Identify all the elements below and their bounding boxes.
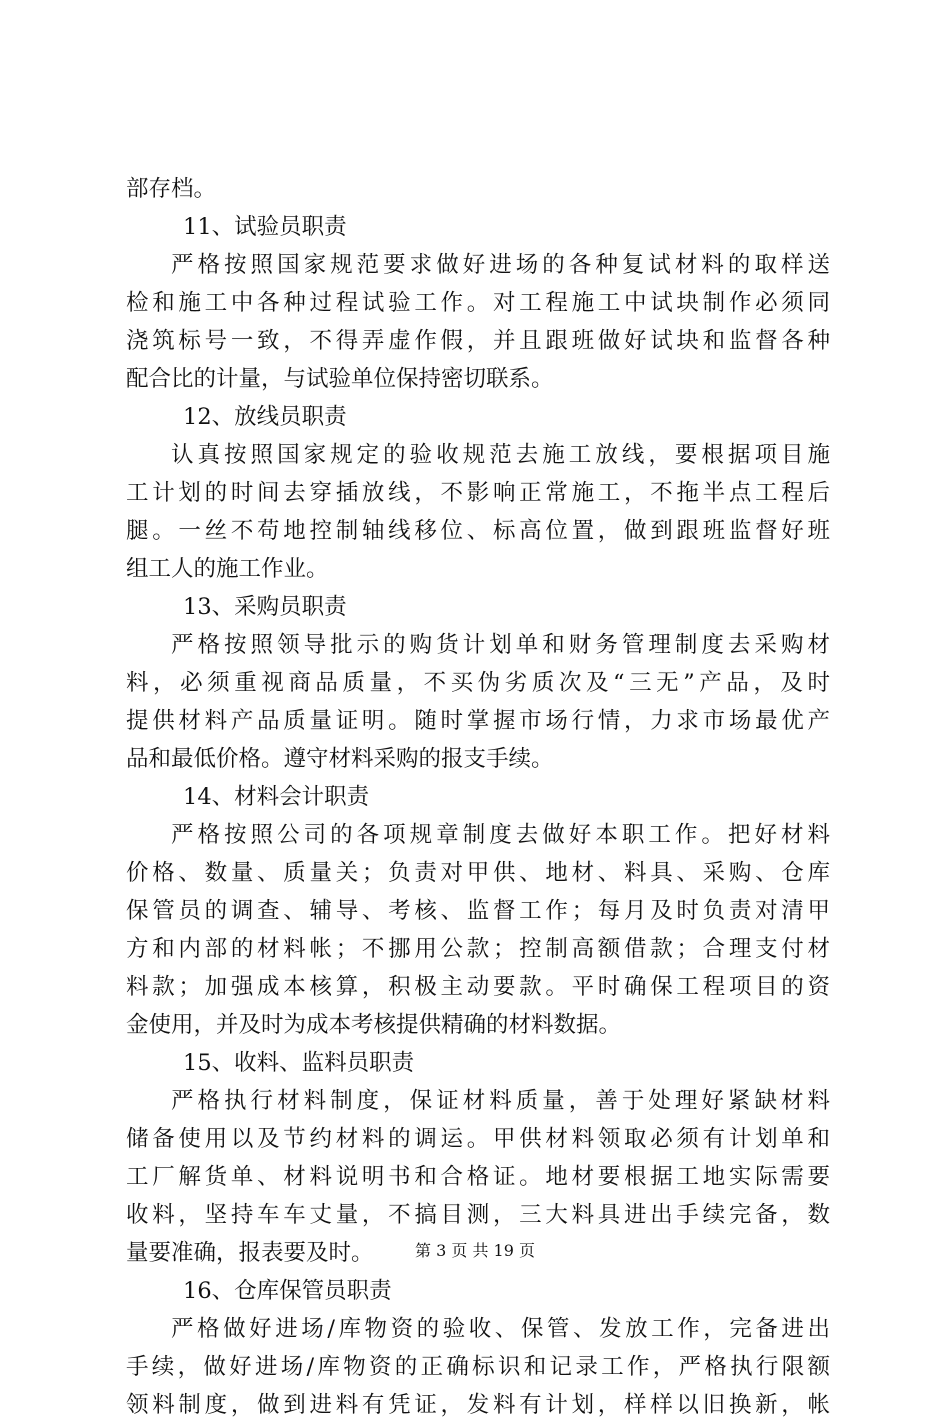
paragraph-line: 品和最低价格。遵守材料采购的报支手续。: [126, 746, 554, 772]
paragraph-line: 手续，做好进场/库物资的正确标识和记录工作，严格执行限额: [126, 1354, 830, 1380]
paragraph-line: 料，必须重视商品质量，不买伪劣质次及“三无”产品，及时: [126, 670, 830, 696]
paragraph-line: 量要准确，报表要及时。: [126, 1240, 374, 1266]
paragraph-line: 配合比的计量，与试验单位保持密切联系。: [126, 366, 554, 392]
paragraph-line: 收料，坚持车车丈量，不搞目测，三大料具进出手续完备，数: [126, 1202, 830, 1228]
paragraph-line: 严格执行材料制度，保证材料质量，善于处理好紧缺材料: [171, 1088, 830, 1114]
section-heading: 12、放线员职责: [183, 404, 347, 430]
paragraph-line: 储备使用以及节约材料的调运。甲供材料领取必须有计划单和: [126, 1126, 830, 1152]
section-heading: 11、试验员职责: [183, 214, 347, 240]
paragraph-line: 保管员的调查、辅导、考核、监督工作；每月及时负责对清甲: [126, 898, 830, 924]
section-heading: 16、仓库保管员职责: [183, 1278, 392, 1304]
paragraph-line: 价格、数量、质量关；负责对甲供、地材、料具、采购、仓库: [126, 860, 830, 886]
paragraph-line: 严格按照公司的各项规章制度去做好本职工作。把好材料: [171, 822, 830, 848]
paragraph-line: 料款；加强成本核算，积极主动要款。平时确保工程项目的资: [126, 974, 830, 1000]
paragraph-line: 金使用，并及时为成本考核提供精确的材料数据。: [126, 1012, 622, 1038]
section-heading: 15、收料、监料员职责: [183, 1050, 415, 1076]
paragraph-line: 严格按照国家规范要求做好进场的各种复试材料的取样送: [171, 252, 830, 278]
paragraph-line: 检和施工中各种过程试验工作。对工程施工中试块制作必须同: [126, 290, 830, 316]
paragraph-line: 提供材料产品质量证明。随时掌握市场行情，力求市场最优产: [126, 708, 830, 734]
paragraph-line: 方和内部的材料帐；不挪用公款；控制高额借款；合理支付材: [126, 936, 830, 962]
paragraph-line: 组工人的施工作业。: [126, 556, 329, 582]
section-heading: 13、采购员职责: [183, 594, 347, 620]
section-heading: 14、材料会计职责: [183, 784, 370, 810]
paragraph-line: 浇筑标号一致，不得弄虚作假，并且跟班做好试块和监督各种: [126, 328, 830, 354]
page-footer: 第 3 页 共 19 页: [415, 1241, 535, 1260]
paragraph-line: 认真按照国家规定的验收规范去施工放线，要根据项目施: [171, 442, 830, 468]
paragraph-line: 领料制度，做到进料有凭证，发料有计划，样样以旧换新，帐: [126, 1392, 830, 1418]
paragraph-line: 工厂解货单、材料说明书和合格证。地材要根据工地实际需要: [126, 1164, 830, 1190]
paragraph-line: 腿。一丝不苟地控制轴线移位、标高位置，做到跟班监督好班: [126, 518, 830, 544]
paragraph-line: 严格按照领导批示的购货计划单和财务管理制度去采购材: [171, 632, 830, 658]
paragraph-line: 严格做好进场/库物资的验收、保管、发放工作，完备进出: [171, 1316, 830, 1342]
paragraph-line: 部存档。: [126, 176, 217, 202]
document-body: [126, 170, 830, 1424]
paragraph-line: 工计划的时间去穿插放线，不影响正常施工，不拖半点工程后: [126, 480, 830, 506]
